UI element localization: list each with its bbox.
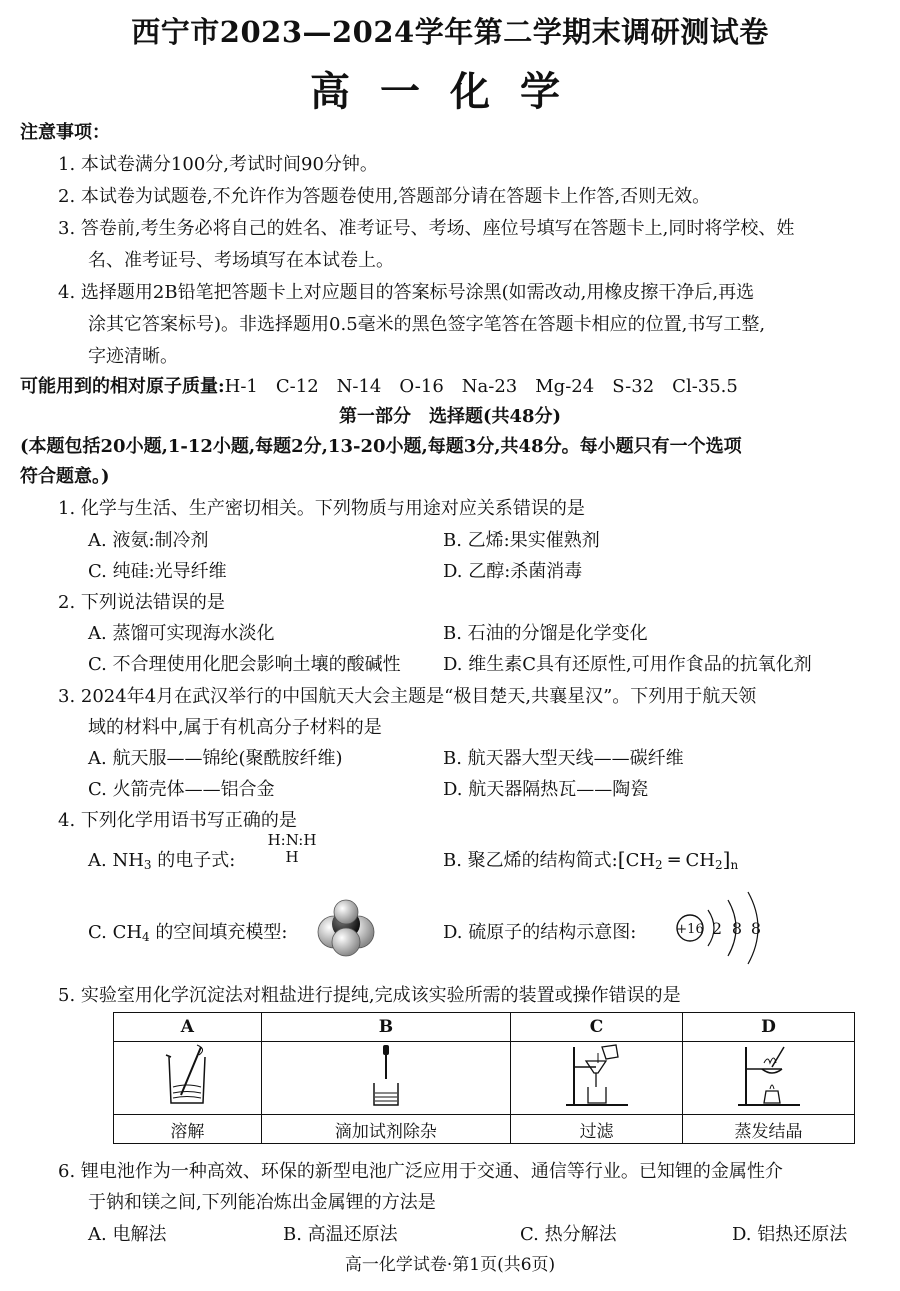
filtration-setup-icon (562, 1043, 632, 1109)
notes-heading: 注意事项： (20, 122, 110, 143)
section-instructions-2: 符合题意。) (20, 466, 110, 487)
q3-stem-cont: 域的材料中,属于有机高分子材料的是 (88, 717, 382, 738)
electron-formula-bottom: H (285, 848, 299, 866)
nh3-electron-formula (262, 832, 322, 866)
q2-stem: 2. 下列说法错误的是 (58, 592, 225, 613)
shell-electrons: 8 (750, 919, 762, 938)
atomic-mass-line (20, 372, 738, 398)
q4-b-label: B. 聚乙烯的结构简式: (443, 850, 618, 871)
table-header-b: B (261, 1013, 510, 1042)
apparatus-a-cell (114, 1042, 262, 1115)
note-text: 本试卷为试题卷,不允许作为答题卷使用,答题部分请在答题卡上作答,否则无效。 (80, 186, 711, 207)
dropper-test-tube-icon (356, 1043, 416, 1109)
subscript: 4 (142, 930, 150, 944)
q4-a-label: A. NH (88, 850, 144, 871)
shell-electrons: 2 (711, 919, 723, 938)
apparatus-b-cell (261, 1042, 510, 1115)
q2-option-b: B. 石油的分馏是化学变化 (443, 623, 648, 644)
q1-option-d: D. 乙醇:杀菌消毒 (443, 561, 583, 582)
formula-part: CH (625, 850, 656, 871)
subscript: 3 (143, 858, 152, 872)
q6-stem: 6. 锂电池作为一种高效、环保的新型电池广泛应用于交通、通信等行业。已知锂的金属性介 (58, 1161, 783, 1182)
shell-electrons: 8 (731, 919, 743, 938)
atomic-mass-values: H-1 C-12 N-14 O-16 Na-23 Mg-24 S-32 Cl-35.5 (224, 376, 738, 397)
q4-stem: 4. 下列化学用语书写正确的是 (58, 810, 297, 831)
q4-option-c (88, 918, 287, 944)
section-title: 第一部分 选择题(共48分) (338, 406, 562, 427)
note-4 (58, 278, 754, 304)
q1-stem: 1. 化学与生活、生产密切相关。下列物质与用途对应关系错误的是 (58, 498, 585, 519)
table-header-c: C (511, 1013, 683, 1042)
q2-option-c: C. 不合理使用化肥会影响土壤的酸碱性 (88, 654, 401, 675)
note-4-cont-1: 涂其它答案标号)。非选择题用0.5毫米的黑色签字笔答在答题卡相应的位置,书写工整, (88, 314, 766, 335)
table-header-d: D (683, 1013, 855, 1042)
bracket-right: ] (722, 847, 731, 871)
q6-stem-cont: 于钠和镁之间,下列能冶炼出金属锂的方法是 (88, 1192, 436, 1213)
q2-option-a: A. 蒸馏可实现海水淡化 (88, 623, 275, 644)
subscript-n: n (730, 858, 739, 872)
q3-option-c: C. 火箭壳体——铝合金 (88, 779, 275, 800)
table-header-a: A (114, 1013, 262, 1042)
bracket-left: [ (617, 847, 626, 871)
page-footer: 高一化学试卷·第1页(共6页) (344, 1255, 556, 1275)
note-3 (58, 214, 794, 240)
ch4-space-filling-model-icon (312, 898, 380, 958)
q1-option-b: B. 乙烯:果实催熟剂 (443, 530, 600, 551)
q3-stem: 3. 2024年4月在武汉举行的中国航天大会主题是“极目楚天,共襄星汉”。下列用于航天领 (58, 686, 757, 707)
subscript: 2 (655, 858, 663, 872)
q4-a-text: 的电子式: (151, 850, 236, 871)
note-text: 选择题用2B铅笔把答题卡上对应题目的答案标号涂黑(如需改动,用橡皮擦干净后,再选 (80, 282, 755, 303)
note-number: 1. (58, 154, 76, 175)
electron-formula-top: H:N:H (267, 831, 317, 849)
subscript: 2 (715, 858, 723, 872)
q1-option-c: C. 纯硅:光导纤维 (88, 561, 227, 582)
q6-option-a: A. 电解法 (88, 1224, 167, 1245)
q4-c-label: C. CH (88, 922, 143, 943)
note-number: 4. (58, 282, 76, 303)
table-caption-b: 滴加试剂除杂 (261, 1115, 510, 1144)
q5-stem: 5. 实验室用化学沉淀法对粗盐进行提纯,完成该实验所需的装置或操作错误的是 (58, 985, 681, 1006)
q6-option-c: C. 热分解法 (520, 1224, 617, 1245)
note-text: 本试卷满分100分,考试时间90分钟。 (80, 154, 378, 175)
note-number: 2. (58, 186, 76, 207)
note-4-cont-2: 字迹清晰。 (88, 346, 178, 367)
q6-option-d: D. 铝热还原法 (732, 1224, 848, 1245)
nucleus-label: +16 (676, 922, 704, 937)
note-3-cont: 名、准考证号、考场填写在本试卷上。 (88, 250, 394, 271)
q2-option-d: D. 维生素C具有还原性,可用作食品的抗氧化剂 (443, 654, 812, 675)
atomic-mass-label: 可能用到的相对原子质量: (20, 376, 225, 397)
table-caption-c: 过滤 (511, 1115, 683, 1144)
q3-option-d: D. 航天器隔热瓦——陶瓷 (443, 779, 649, 800)
apparatus-table (113, 1012, 855, 1144)
q4-option-a (88, 846, 235, 872)
table-caption-d: 蒸发结晶 (683, 1115, 855, 1144)
evaporation-setup-icon (734, 1043, 804, 1109)
exam-subject: 高一化学 (310, 68, 590, 115)
q1-option-a: A. 液氨:制冷剂 (88, 530, 209, 551)
note-number: 3. (58, 218, 76, 239)
beaker-stirring-icon (157, 1043, 217, 1109)
double-bond-icon: ═ (668, 850, 680, 871)
apparatus-d-cell (683, 1042, 855, 1115)
q4-option-b (443, 846, 738, 872)
sulfur-atom-structure-icon (672, 888, 780, 968)
formula-part: CH (685, 850, 716, 871)
note-1 (58, 150, 378, 176)
q4-option-d: D. 硫原子的结构示意图: (443, 922, 637, 943)
q3-option-a: A. 航天服——锦纶(聚酰胺纤维) (88, 748, 343, 769)
q4-c-text: 的空间填充模型: (149, 922, 288, 943)
table-caption-a: 溶解 (114, 1115, 262, 1144)
exam-title: 西宁市2023—2024学年第二学期末调研测试卷 (131, 15, 769, 49)
note-text: 答卷前,考生务必将自己的姓名、准考证号、考场、座位号填写在答题卡上,同时将学校、姓 (80, 218, 795, 239)
section-instructions-1: (本题包括20小题,1-12小题,每题2分,13-20小题,每题3分,共48分。每小题只有一个选项 (20, 436, 742, 457)
q3-option-b: B. 航天器大型天线——碳纤维 (443, 748, 684, 769)
note-2 (58, 182, 710, 208)
q6-option-b: B. 高温还原法 (283, 1224, 398, 1245)
apparatus-c-cell (511, 1042, 683, 1115)
